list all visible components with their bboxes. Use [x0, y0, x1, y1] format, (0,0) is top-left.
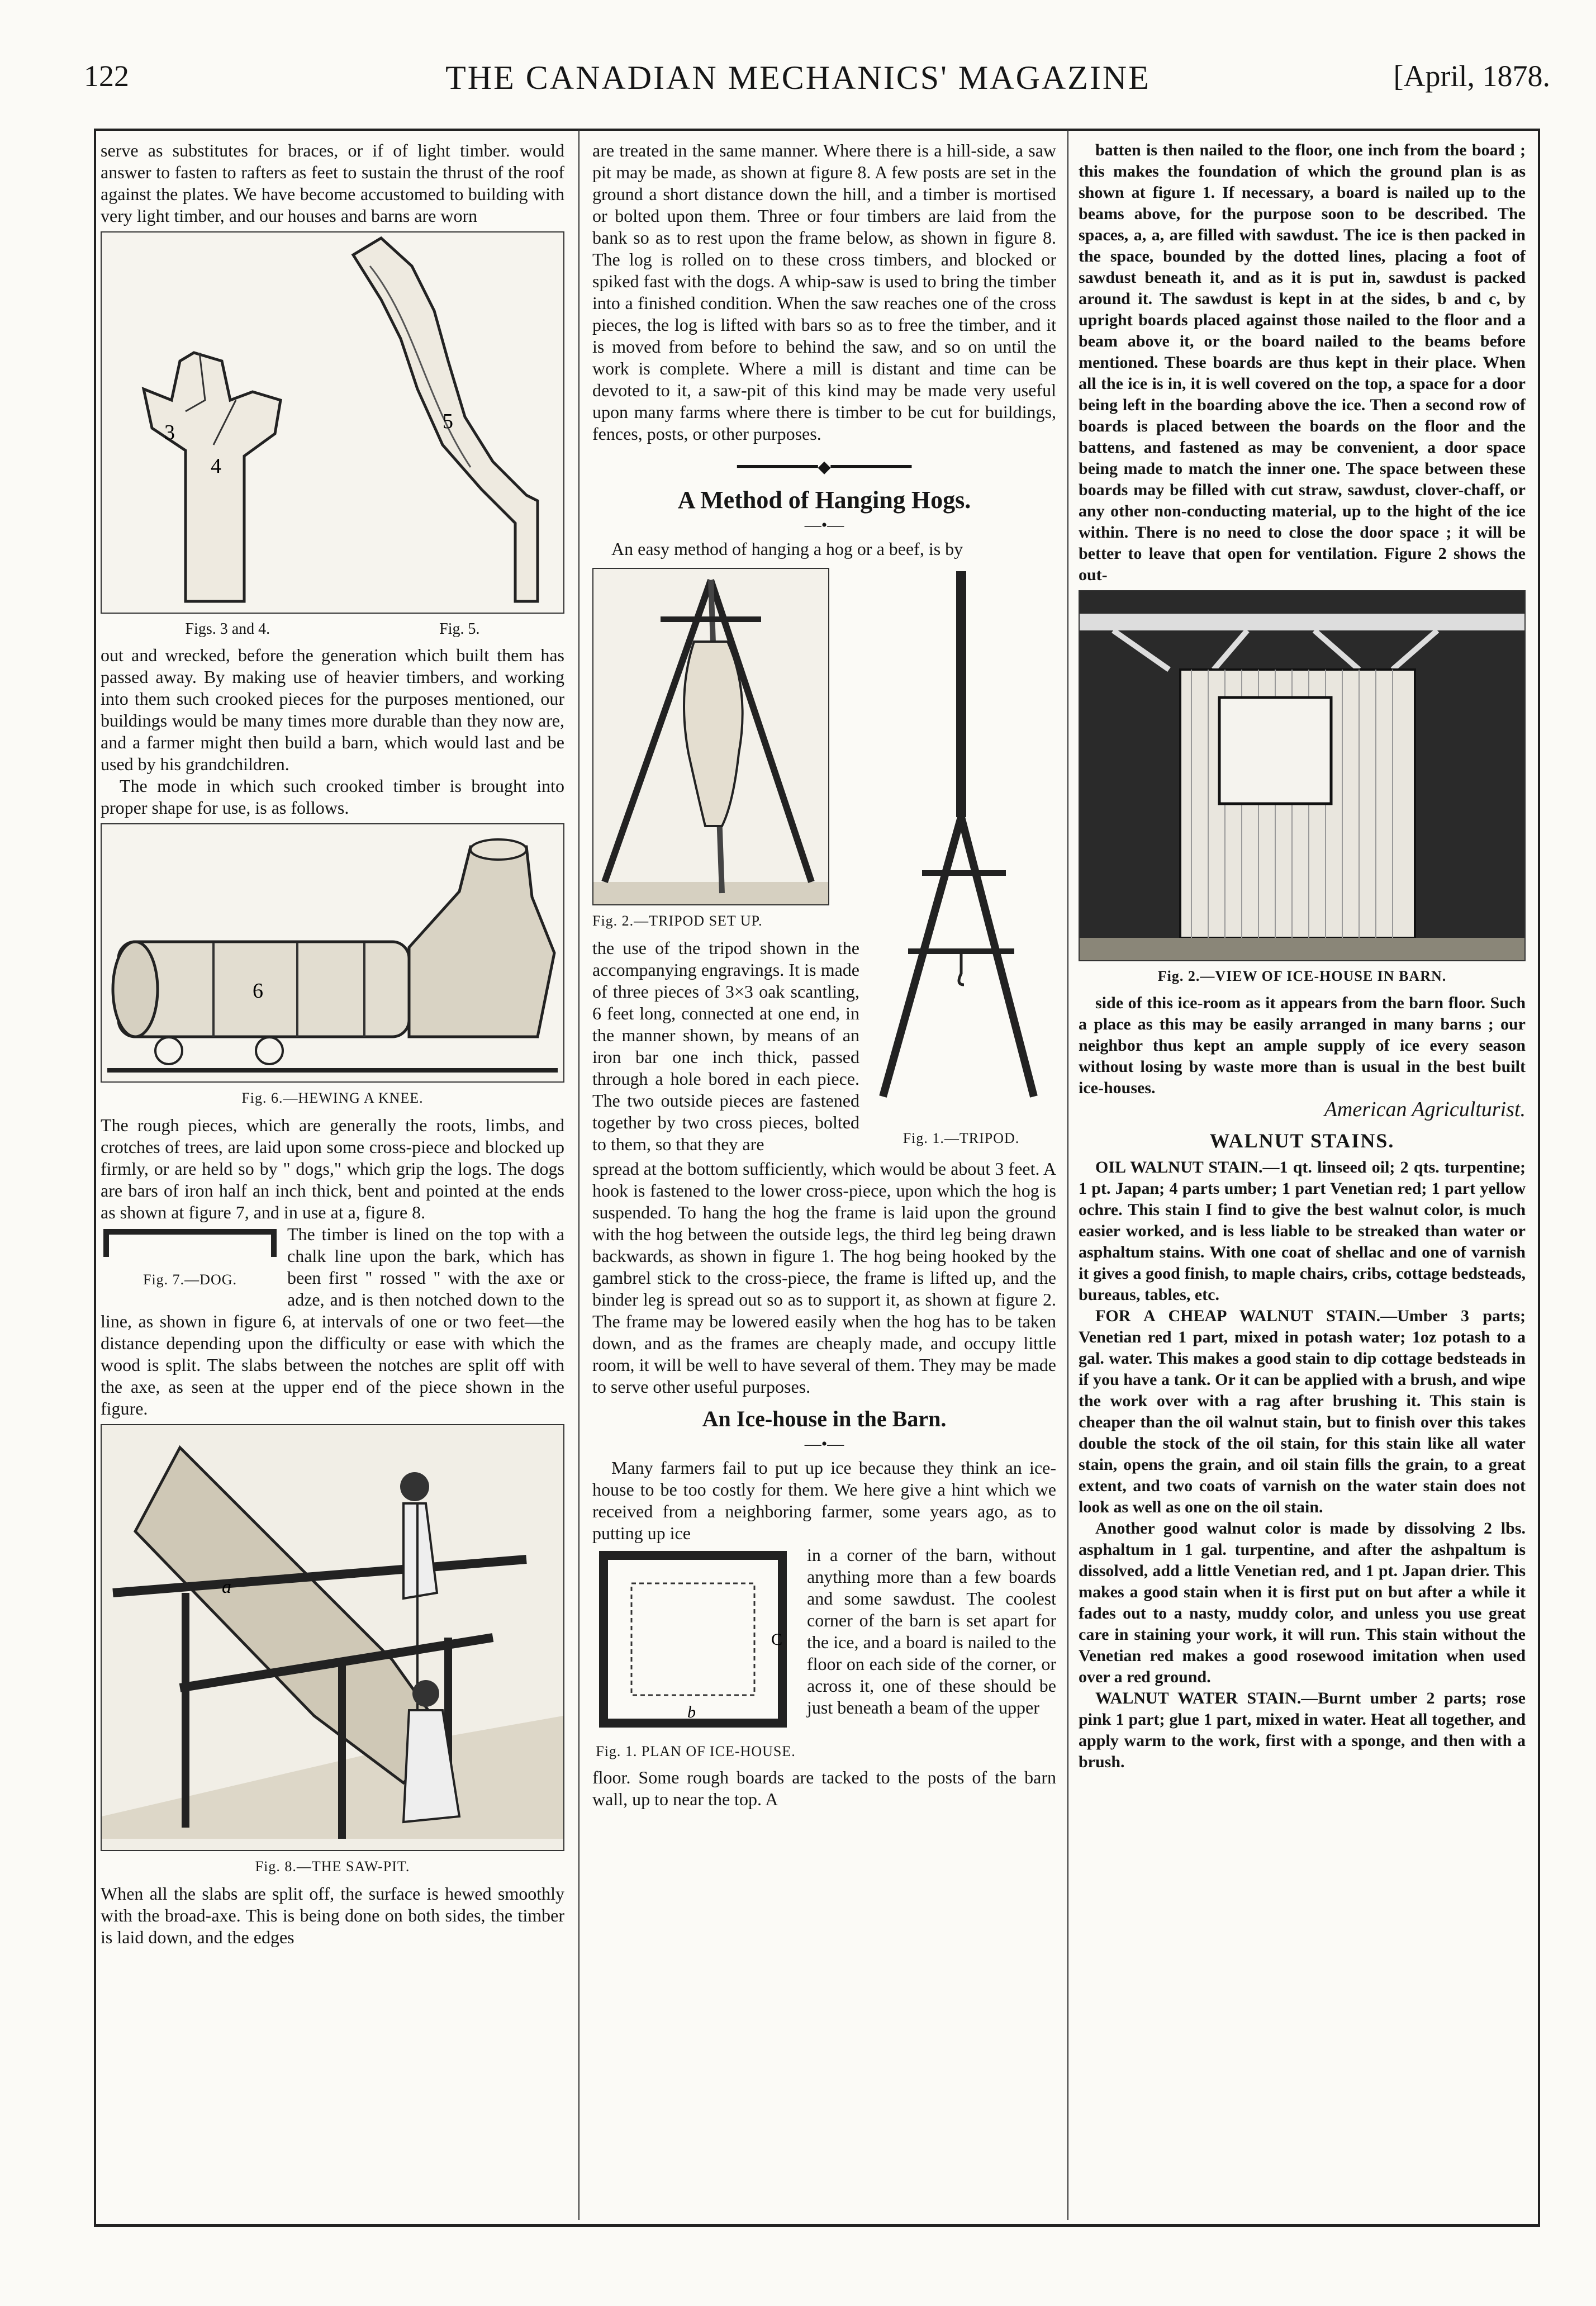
tripod-illustration [866, 560, 1056, 1119]
figure-2-tripod-set-up [592, 568, 829, 905]
figure-caption: Fig. 1. PLAN OF ICE-HOUSE. [596, 1743, 796, 1759]
figure-caption: Fig. 2.—VIEW OF ICE-HOUSE IN BARN. [1157, 968, 1447, 984]
paragraph: Another good walnut color is made by dissolving 2 lbs. asphaltum in 1 gal. turpentine, and after the ashpaltum is dissolved, add a little Venetian red, and 1 pt. Japan drier. This makes a good stain when it is first put on but after a while it fades out to a nasty, muddy color, and unless you use great care in staining your work, it will run. This stain without the Venetian red makes a good rosewood imitation when used over a red ground. [1079, 1519, 1526, 1686]
paragraph: in a corner of the barn, without anything more than a few boards and some sawdust. The coolest corner of the barn is set apart for the ice, and a board is nailed to the floor on each side of the corner, or across it, one of these should be just beneath a beam of the upper [807, 1545, 1056, 1717]
column-1 [101, 140, 564, 2208]
figure-6-hewing-knee [101, 823, 564, 1083]
issue-date: [April, 1878. [1393, 59, 1550, 93]
plan-label: C [771, 1630, 783, 1649]
figure-caption: Fig. 2.—TRIPOD SET UP. [592, 913, 763, 929]
paragraph: FOR A CHEAP WALNUT STAIN.—Umber 3 parts; Venetian red 1 part, mixed in potash water; 1oz potash to a gal. water. This makes a good stain to dip cottage bedsteads in if you have a tank. Or it can be applied with a brush, and wipe the work over with a rag after brushing it. This stain is cheaper than the oil walnut stain, but to finish over this takes double the stock of the oil stain, for this stain like all water stain, opens the grain, and oil stain fills the grain, to a great extent, and two coats of varnish on the water stain does not look as well as one on the oil stain. [1079, 1307, 1526, 1516]
figure-caption: Fig. 6.—HEWING A KNEE. [241, 1090, 424, 1106]
paragraph: Many farmers fail to put up ice because they think an ice-house to be too costly for them. We here give a hint which we received from a neighboring farmer, some years ago, as to putting up ice [592, 1458, 1056, 1543]
figure-7-dog [101, 1223, 279, 1292]
paragraph: side of this ice-room as it appears from the barn floor. Such a place as this may be easily arranged in many barns ; our neighbor thus kept an ample supply of ice every season without losing by waste more than is usual in the best built ice-houses. [1079, 994, 1526, 1097]
fig-number: 6 [253, 979, 263, 1003]
magazine-title: THE CANADIAN MECHANICS' MAGAZINE [445, 59, 1151, 96]
paragraph: the use of the tripod shown in the accompanying engravings. It is made of three pieces of 3×3 oak scantling, 6 feet long, connected at one end, in the manner shown, by means of an iron bar one inch thick, passed through a hole bored in each piece. The two outside pieces are fastened together by two cross pieces, bolted to them, so that they are [592, 938, 859, 1154]
article-heading: A Method of Hanging Hogs. [677, 486, 971, 514]
ornament-divider: ━━━━━━━━◆━━━━━━━━ [737, 458, 912, 476]
dog-illustration [101, 1223, 279, 1263]
figure-caption: Fig. 8.—THE SAW-PIT. [255, 1858, 410, 1875]
ice-house-plan [592, 1544, 799, 1734]
paragraph: The mode in which such crooked timber is brought into proper shape for use, is as follows. [101, 776, 564, 818]
fig-number: 4 [211, 454, 221, 478]
figure-caption: Fig. 7.—DOG. [142, 1271, 237, 1288]
article-heading: WALNUT STAINS. [1209, 1130, 1395, 1152]
fig-number: 5 [443, 410, 453, 433]
paragraph: serve as substitutes for braces, or if of light timber. would answer to fasten to rafters as feet to sustain the thrust of the roof against the plates. We have become accustomed to building with very light timber, and our houses and barns are worn [101, 140, 564, 226]
ornament-dash: —•— [804, 1435, 844, 1453]
paragraph: batten is then nailed to the floor, one inch from the board ; this makes the foundation of which the ground plan is as shown at figure 1. If necessary, a board is nailed up to the beams above, for the purpose soon to be described. The spaces, a, a, are filled with sawdust. The ice is then packed in the space, bounded by the dotted lines, placing a foot of sawdust beneath it, and as it is put in, sawdust is packed around it. The sawdust is kept in at the sides, b and c, by upright boards placed against those nailed to the floor and a beam above it, or the board nailed to the beams before mentioned. These boards are thus kept in their place. When all the ice is in, it is well covered on the top, a space for a door being left in the boarding above the ice. Then a second row of boards is placed between the boards on the floor and the battens, and fastened as may be convenient, a door space being made to match the inner one. The space between these boards may be filled with cut straw, sawdust, clover-chaff, or any other non-conducting material, up to the hight of the ice within. There is no need to close the door space ; it will be better to leave that open for ventilation. Figure 2 shows the out- [1079, 141, 1526, 584]
figure-3-4-5-crooked-timbers [101, 231, 564, 614]
paragraph: WALNUT WATER STAIN.—Burnt umber 2 parts; rose pink 1 part; glue 1 part, mixed in water. Heat all together, and apply warm to the work, first with a sponge, and then with a brush. [1079, 1689, 1526, 1771]
figure-1-tripod [866, 560, 1056, 1155]
paragraph: floor. Some rough boards are tacked to the posts of the barn wall, up to near the top. A [592, 1767, 1056, 1809]
paragraph: out and wrecked, before the generation which built them has passed away. By making use of heavier timbers, and working into them such crooked pieces for the purposes mentioned, our buildings would be many times more durable than they now are, and a farmer might then build a barn, which would last and be used by his grandchildren. [101, 645, 564, 774]
paragraph: When all the slabs are split off, the surface is hewed smoothly with the broad-axe. This is being done on both sides, the timber is laid down, and the edges [101, 1883, 564, 1947]
paragraph: The rough pieces, which are generally the roots, limbs, and crotches of trees, are laid upon some cross-piece and blocked up firmly, or are held so by " dogs," which grip the logs. The dogs are bars of iron half an inch thick, bent and pointed at the ends as shown at figure 7, and in use at a, figure 8. [101, 1115, 564, 1222]
paragraph: OIL WALNUT STAIN.—1 qt. linseed oil; 2 qts. turpentine; 1 pt. Japan; 4 parts umber; 1 part Venetian red; 1 part yellow ochre. This stain I find to give the best walnut color, is much easier worked, and is less liable to be streaked than water or asphaltum stains. With one coat of shellac and one of varnish it gives a good finish, to maple chairs, cribs, cottage bedsteads, bureaus, tables, etc. [1079, 1158, 1526, 1304]
paragraph: The timber is lined on the top with a chalk line upon the bark, which has been first " rossed " with the axe or adze, and is then notched down to the line, as shown in figure 6, at intervals of one or two feet—the distance depending upon the difficulty or ease with which the wood is split. The slabs between the notches are split off with the axe, as seen at the upper end of the piece shown in the figure. [101, 1224, 564, 1418]
source-attribution: American Agriculturist. [1324, 1098, 1526, 1121]
column-2 [592, 140, 1056, 2208]
paragraph: are treated in the same manner. Where there is a hill-side, a saw pit may be made, as shown at figure 8. A few posts are set in the ground a short distance down the hill, and a timber is mortised or bolted upon them. Three or four timbers are laid from the bank so as to rest upon the frame below, as shown in figure 8. The log is rolled on to these cross timbers, and blocked or spiked fast with the dogs. A whip-saw is used to bring the timber into a finished condition. When the saw reaches one of the cross pieces, the log is lifted with bars so as to free the timber, and it is moved from before to behind the saw, and so on until the work is complete. Where a mill is distant and time can be devoted to it, a saw-pit of this kind may be made very useful upon many farms where there is timber to be cut for buildings, fences, posts, or other purposes. [592, 140, 1056, 444]
figure-8-saw-pit [101, 1424, 564, 1851]
fig-number: 3 [164, 421, 175, 444]
plan-label: b [687, 1703, 696, 1721]
column-3 [1079, 140, 1526, 2208]
paragraph: spread at the bottom sufficiently, which would be about 3 feet. A hook is fastened to the lower cross-piece, upon which the hog is suspended. To hang the hog the frame is laid upon the ground with the hog between the outside legs, the third leg being drawn backwards, as shown in figure 1. The hog being hooked by the gambrel stick to the cross-piece, the frame is lifted up, and the binder leg is spread out so as to support it, as shown at figure 2. The frame may be lowered easily when the hog has to be taken down, and as the frames are cheaply made, and occupy little room, it will be well to have several of them. They may be made to serve other useful purposes. [592, 1159, 1056, 1397]
column-rule [578, 130, 580, 2220]
figure-2-ice-house-in-barn [1079, 590, 1526, 961]
article-heading: An Ice-house in the Barn. [702, 1406, 947, 1431]
ornament-dash: —•— [804, 516, 844, 534]
fig-label: a [222, 1577, 231, 1597]
column-rule [1067, 130, 1068, 2220]
page-number: 122 [84, 59, 129, 93]
figure-caption: Fig. 1.—TRIPOD. [902, 1130, 1020, 1146]
figure-caption: Figs. 3 and 4. [185, 620, 270, 638]
figure-1-plan-ice-house [592, 1544, 799, 1763]
paragraph: An easy method of hanging a hog or a beef, is by [611, 539, 963, 559]
figure-caption: Fig. 5. [439, 620, 480, 638]
